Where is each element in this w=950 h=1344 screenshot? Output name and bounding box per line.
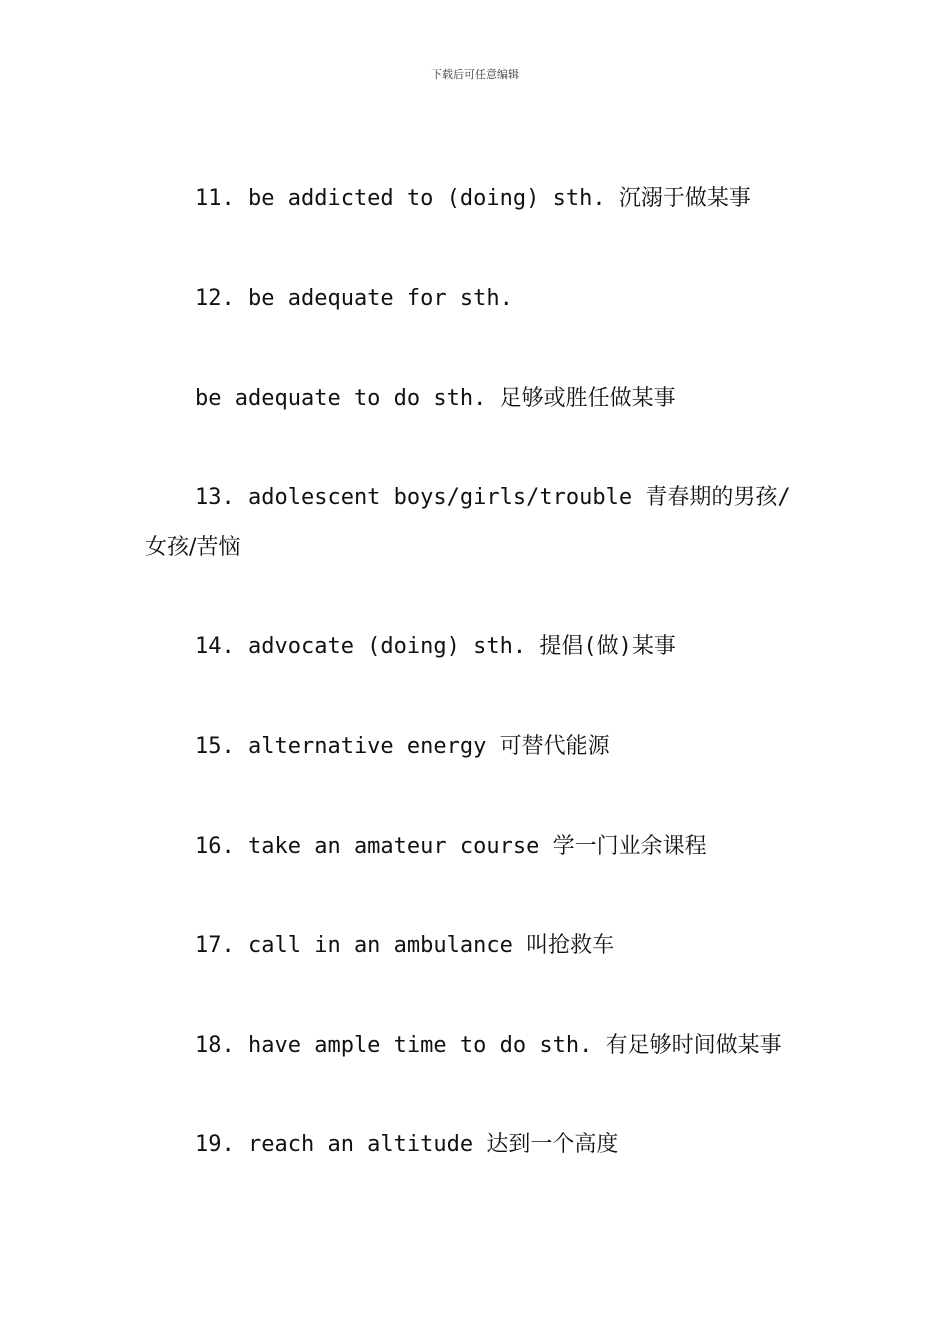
phrase-entry-13-wrap: 女孩/苦恼: [145, 535, 241, 560]
phrase-entry-18: 18. have ample time to do sth. 有足够时间做某事: [195, 1033, 782, 1058]
phrase-entry-19: 19. reach an altitude 达到一个高度: [195, 1132, 619, 1157]
phrase-entry-15: 15. alternative energy 可替代能源: [195, 734, 610, 759]
phrase-entry-16: 16. take an amateur course 学一门业余课程: [195, 834, 707, 859]
phrase-entry-11: 11. be addicted to (doing) sth. 沉溺于做某事: [195, 186, 751, 211]
phrase-entry-17: 17. call in an ambulance 叫抢救车: [195, 933, 615, 958]
phrase-entry-14: 14. advocate (doing) sth. 提倡(做)某事: [195, 634, 676, 659]
phrase-entry-13: 13. adolescent boys/girls/trouble 青春期的男孩/: [195, 485, 791, 510]
phrase-entry-12-continued: be adequate to do sth. 足够或胜任做某事: [195, 386, 676, 411]
phrase-entry-12: 12. be adequate for sth.: [195, 286, 513, 311]
page-header: 下载后可任意编辑: [431, 68, 519, 81]
